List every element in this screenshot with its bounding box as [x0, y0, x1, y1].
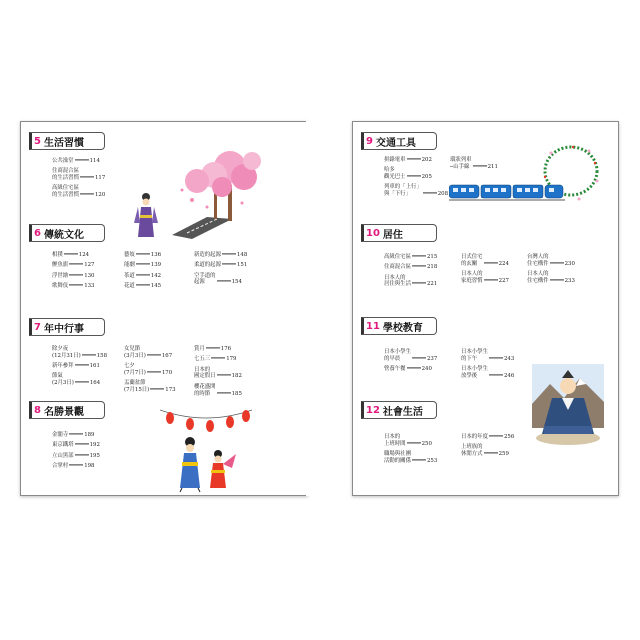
toc-entry	[461, 271, 509, 285]
toc-entry-title: 日本小學生 放學後	[461, 366, 488, 379]
toc-entry-title: 日本小學生 的早晨	[384, 349, 411, 362]
toc-entry-title: 台灣人的 住宅構件	[527, 254, 549, 267]
toc-entry-title: 七五三	[194, 356, 211, 363]
toc-entry-page: 233	[550, 278, 575, 285]
toc-entry-page: 173	[150, 387, 175, 394]
toc-entry-title: 能劇	[124, 262, 135, 269]
toc-entry-page: 208	[423, 191, 448, 198]
section-header-6	[29, 224, 105, 242]
toc-entry	[384, 157, 448, 164]
toc-entry	[384, 184, 448, 198]
toc-entry-page: 224	[484, 261, 509, 268]
toc-entry-page: 136	[136, 252, 161, 259]
toc-entry	[124, 252, 161, 259]
toc-entry-title: 立山黑部	[52, 452, 74, 459]
section-header-5	[29, 132, 105, 150]
toc-entry-title: 女兒節 (3月3日)	[124, 346, 146, 359]
toc-entry-page: 185	[217, 391, 242, 398]
toc-entry-title: 日本的年度	[461, 434, 488, 440]
toc-entry	[52, 262, 94, 269]
toc-entry-page: 202	[407, 157, 432, 164]
toc-entry-title: 藝妓	[124, 252, 135, 258]
section-10-col-3	[527, 254, 575, 288]
toc-entry	[52, 442, 100, 449]
toc-entry-title: 七夕 (7月7日)	[124, 363, 146, 376]
toc-entry-title: 金閣寺	[52, 432, 69, 438]
toc-entry	[194, 367, 242, 381]
toc-entry-title: 上班族的 休閒方式	[461, 444, 483, 458]
toc-entry-title: 相撲	[52, 252, 63, 258]
toc-entry-title: 新年參拜	[52, 363, 74, 370]
toc-entry-title: 列車的「上行」 與「下行」	[384, 184, 422, 198]
toc-entry-title: 哈多 觀光巴士	[384, 167, 406, 181]
toc-entry	[194, 262, 247, 269]
section-number: 8	[34, 404, 41, 416]
section-header-11	[361, 317, 437, 335]
section-9-col-1	[384, 157, 448, 202]
toc-entry	[384, 366, 437, 373]
toc-entry-title: 新造的起源	[194, 252, 221, 258]
toc-entry-title: 茶道	[124, 272, 135, 279]
toc-entry	[527, 271, 575, 285]
section-number: 5	[34, 135, 41, 147]
toc-entry	[52, 373, 107, 387]
toc-entry-title: 高級住宅區	[384, 254, 411, 260]
section-title: 生活習慣	[43, 137, 84, 149]
toc-entry	[124, 262, 161, 269]
toc-entry-page: 198	[69, 463, 94, 470]
train-loop-illustration	[449, 141, 605, 219]
lantern-festival-illustration	[160, 404, 252, 494]
toc-entry-title: 日式住宅 的玄關	[461, 254, 483, 267]
toc-entry	[194, 273, 247, 287]
toc-entry-title: 日本人的 住宅構件	[527, 271, 549, 284]
toc-entry-title: 合掌村	[52, 463, 69, 470]
section-header-12	[361, 401, 437, 419]
toc-entry-title: 日本的 上班時間	[384, 434, 406, 447]
toc-entry-page: 227	[484, 278, 509, 285]
toc-entry-page: 215	[412, 254, 437, 261]
section-7-col-3	[194, 346, 242, 401]
section-6-col-2	[124, 252, 161, 293]
toc-entry-page: 158	[82, 353, 107, 360]
toc-entry-page: 218	[412, 264, 437, 271]
toc-entry	[384, 264, 437, 271]
toc-entry	[461, 366, 514, 380]
samurai-illustration	[532, 364, 604, 446]
section-number: 11	[366, 320, 380, 332]
toc-entry-page: 250	[407, 441, 432, 448]
toc-entry-page: 237	[412, 356, 437, 363]
section-12-col-2	[461, 434, 514, 461]
section-5-col-1	[52, 158, 105, 203]
toc-entry-page: 161	[75, 363, 100, 370]
toc-entry	[124, 283, 161, 290]
toc-entry-title: 環狀列車 ─山手線	[450, 157, 472, 170]
section-6-col-1	[52, 252, 94, 293]
section-12-col-1	[384, 434, 437, 468]
toc-entry-page: 139	[136, 262, 161, 269]
toc-entry-page: 164	[75, 380, 100, 387]
toc-entry	[52, 273, 94, 280]
toc-entry-title: 日本人的 家庭習慣	[461, 271, 483, 284]
section-title: 交通工具	[375, 137, 416, 149]
toc-entry-page: 246	[489, 373, 514, 380]
section-header-8	[29, 401, 105, 419]
section-title: 名勝景觀	[43, 406, 84, 418]
toc-entry	[194, 356, 242, 363]
toc-entry-page: 179	[211, 356, 236, 363]
toc-entry	[52, 463, 100, 470]
toc-entry	[52, 346, 107, 360]
toc-entry-title: 歌舞伎	[52, 283, 69, 290]
section-title: 社會生活	[382, 406, 423, 418]
toc-entry-page: 148	[222, 252, 247, 259]
toc-entry	[384, 434, 437, 448]
toc-entry	[124, 346, 176, 360]
section-number: 6	[34, 227, 41, 239]
toc-entry-page: 167	[147, 353, 172, 360]
toc-entry	[384, 275, 437, 289]
toc-entry	[124, 380, 176, 394]
toc-entry-page: 182	[217, 373, 242, 380]
toc-entry-page: 240	[407, 366, 432, 373]
toc-entry-page: 117	[80, 175, 105, 182]
toc-entry-title: 浮世繪	[52, 272, 69, 279]
section-7-col-2	[124, 346, 176, 397]
toc-entry	[384, 254, 437, 261]
toc-entry-title: 鯉魚旗	[52, 262, 69, 269]
section-number: 10	[366, 227, 380, 239]
section-title: 學校教育	[382, 322, 423, 334]
toc-entry-page: 211	[473, 164, 498, 171]
toc-entry	[194, 384, 242, 398]
toc-entry-page: 151	[222, 262, 247, 269]
book-gutter	[306, 121, 352, 496]
toc-entry	[461, 434, 514, 441]
section-header-9	[361, 132, 437, 150]
toc-entry	[124, 273, 161, 280]
toc-entry-page: 145	[136, 283, 161, 290]
toc-entry-title: 日本人的 居住與生活	[384, 274, 411, 288]
section-title: 傳統文化	[43, 229, 84, 241]
toc-entry-page: 114	[75, 158, 100, 165]
toc-entry-page: 195	[75, 453, 100, 460]
toc-entry-page: 142	[136, 273, 161, 280]
toc-entry-page: 189	[69, 432, 94, 439]
toc-entry-page: 205	[407, 174, 432, 181]
section-8-col-1	[52, 432, 100, 473]
toc-entry-page: 130	[69, 273, 94, 280]
toc-entry-title: 空手道的 起源	[194, 272, 216, 286]
toc-entry	[461, 444, 514, 458]
toc-entry-title: 盂蘭盆節 (7月15日)	[124, 380, 150, 393]
toc-entry-page: 176	[206, 346, 231, 353]
toc-entry-title: 節氣 (2月3日)	[52, 373, 74, 387]
toc-entry	[52, 168, 105, 182]
toc-entry-page: 170	[147, 370, 172, 377]
section-6-col-3	[194, 252, 247, 290]
section-10-col-2	[461, 254, 509, 288]
toc-entry	[384, 451, 437, 465]
section-11-col-2	[461, 349, 514, 383]
toc-entry-page: 230	[550, 261, 575, 268]
toc-entry-page: 259	[484, 451, 509, 458]
toc-entry-page: 127	[69, 262, 94, 269]
section-number: 12	[366, 404, 380, 416]
toc-entry-page: 124	[64, 252, 89, 259]
toc-entry-page: 133	[69, 283, 94, 290]
toc-entry	[461, 349, 514, 363]
toc-entry-page: 253	[412, 458, 437, 465]
toc-entry-title: 職場與社團 活動的關係	[384, 451, 411, 464]
section-7-col-1	[52, 346, 107, 391]
toc-entry	[52, 432, 100, 439]
toc-entry	[52, 185, 105, 199]
section-number: 7	[34, 321, 41, 333]
toc-entry-title: 營養午餐	[384, 366, 406, 373]
toc-entry-title: 高級住宅區 的生活習慣	[52, 185, 79, 199]
toc-entry	[52, 453, 100, 460]
toc-entry	[124, 363, 176, 377]
section-title: 年中行事	[43, 323, 84, 335]
section-number: 9	[366, 135, 373, 147]
toc-entry-title: 櫻花盛開 的時節	[194, 383, 216, 397]
toc-entry-title: 柔道的起源	[194, 262, 221, 269]
toc-entry-title: 賞月	[194, 346, 205, 352]
toc-entry-title: 花道	[124, 283, 135, 290]
toc-entry-page: 120	[80, 192, 105, 199]
section-header-10	[361, 224, 437, 242]
toc-entry-title: 公共澡堂	[52, 158, 74, 164]
toc-entry	[461, 254, 509, 268]
toc-entry-title: 除夕夜 (12月31日)	[52, 346, 81, 359]
toc-entry-title: 日本小學生 的下午	[461, 349, 488, 362]
toc-entry-page: 154	[217, 279, 242, 286]
toc-entry	[194, 346, 242, 353]
cherry-blossom-kimono-illustration	[132, 145, 267, 240]
toc-entry-title: 日本的 國定假日	[194, 366, 216, 380]
toc-entry-title: 拼錄電車	[384, 157, 406, 163]
toc-entry	[384, 349, 437, 363]
toc-entry-title: 東京鐵塔	[52, 442, 74, 449]
toc-entry	[52, 158, 105, 165]
toc-entry	[52, 363, 107, 370]
section-title: 居住	[382, 229, 403, 241]
section-10-col-1	[384, 254, 437, 292]
toc-entry	[52, 283, 94, 290]
toc-entry-page: 256	[489, 434, 514, 441]
toc-entry	[52, 252, 94, 259]
toc-entry-title: 住商混合區 的生活習慣	[52, 168, 79, 182]
toc-entry-title: 住商混合區	[384, 264, 411, 271]
toc-entry	[194, 252, 247, 259]
section-11-col-1	[384, 349, 437, 376]
toc-entry-page: 243	[489, 356, 514, 363]
toc-entry-page: 221	[412, 281, 437, 288]
toc-entry	[384, 167, 448, 181]
toc-entry	[527, 254, 575, 268]
toc-entry-page: 192	[75, 442, 100, 449]
section-header-7	[29, 318, 105, 336]
